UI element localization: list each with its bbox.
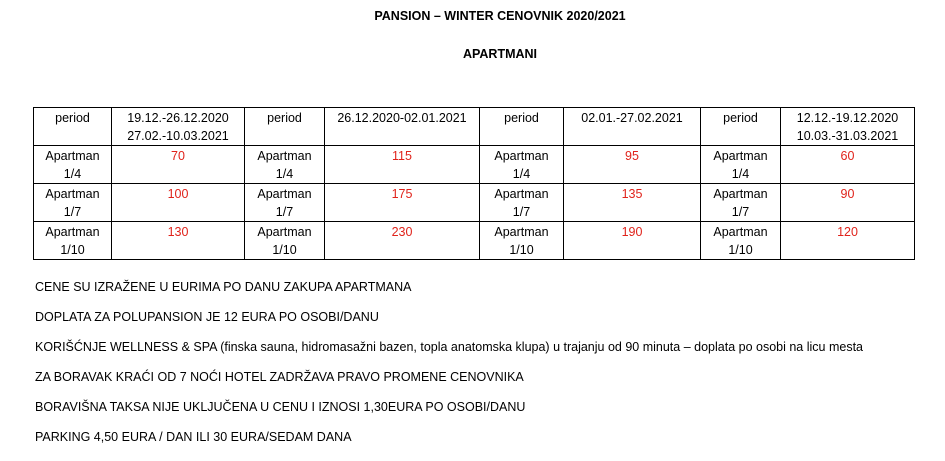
price-cell: 120 (781, 222, 915, 260)
price-cell: 175 (325, 184, 480, 222)
header-period-dates: 19.12.-26.12.2020 27.02.-10.03.2021 (112, 108, 245, 146)
note-parking: PARKING 4,50 EURA / DAN ILI 30 EURA/SEDAM DANA (35, 430, 352, 444)
table-row (34, 146, 915, 184)
table-row (34, 184, 915, 222)
apartment-name: Apartman 1/4 (34, 146, 112, 184)
apartment-name: Apartman 1/7 (701, 184, 781, 222)
price-cell: 115 (325, 146, 480, 184)
note-half-board: DOPLATA ZA POLUPANSION JE 12 EURA PO OSOBI/DANU (35, 310, 379, 324)
apartment-name: Apartman 1/7 (245, 184, 325, 222)
page-subtitle: APARTMANI (462, 47, 538, 61)
notes-list (35, 280, 935, 460)
price-cell: 60 (781, 146, 915, 184)
header-period-dates: 02.01.-27.02.2021 (564, 108, 701, 146)
price-cell: 130 (112, 222, 245, 260)
price-cell: 135 (564, 184, 701, 222)
note-short-stay: ZA BORAVAK KRAĆI OD 7 NOĆI HOTEL ZADRŽAVA PRAVO PROMENE CENOVNIKA (35, 370, 524, 384)
price-cell: 90 (781, 184, 915, 222)
note-tourist-tax: BORAVIŠNA TAKSA NIJE UKLJUČENA U CENU I IZNOSI 1,30EURA PO OSOBI/DANU (35, 400, 526, 414)
apartment-name: Apartman 1/4 (701, 146, 781, 184)
apartment-name: Apartman 1/4 (245, 146, 325, 184)
price-cell: 95 (564, 146, 701, 184)
note-wellness-spa: KORIŠĆNJE WELLNESS & SPA (finska sauna, hidromasažni bazen, topla anatomska klupa) u trajanju od 90 minuta – doplata po osobi na licu mesta (35, 340, 863, 354)
apartment-name: Apartman 1/10 (34, 222, 112, 260)
header-period-label: period (480, 108, 564, 146)
header-period-dates: 26.12.2020-02.01.2021 (325, 108, 480, 146)
price-table (33, 107, 915, 260)
apartment-name: Apartman 1/4 (480, 146, 564, 184)
apartment-name: Apartman 1/7 (480, 184, 564, 222)
price-cell: 230 (325, 222, 480, 260)
table-row (34, 222, 915, 260)
apartment-name: Apartman 1/10 (245, 222, 325, 260)
header-period-label: period (701, 108, 781, 146)
apartment-name: Apartman 1/7 (34, 184, 112, 222)
header-period-label: period (245, 108, 325, 146)
header-period-label: period (34, 108, 112, 146)
price-cell: 190 (564, 222, 701, 260)
note-currency: CENE SU IZRAŽENE U EURIMA PO DANU ZAKUPA APARTMANA (35, 280, 412, 294)
price-cell: 100 (112, 184, 245, 222)
apartment-name: Apartman 1/10 (480, 222, 564, 260)
apartment-name: Apartman 1/10 (701, 222, 781, 260)
table-header-row (34, 108, 915, 146)
price-cell: 70 (112, 146, 245, 184)
page-title: PANSION – WINTER CENOVNIK 2020/2021 (374, 9, 626, 23)
header-period-dates: 12.12.-19.12.2020 10.03.-31.03.2021 (781, 108, 915, 146)
